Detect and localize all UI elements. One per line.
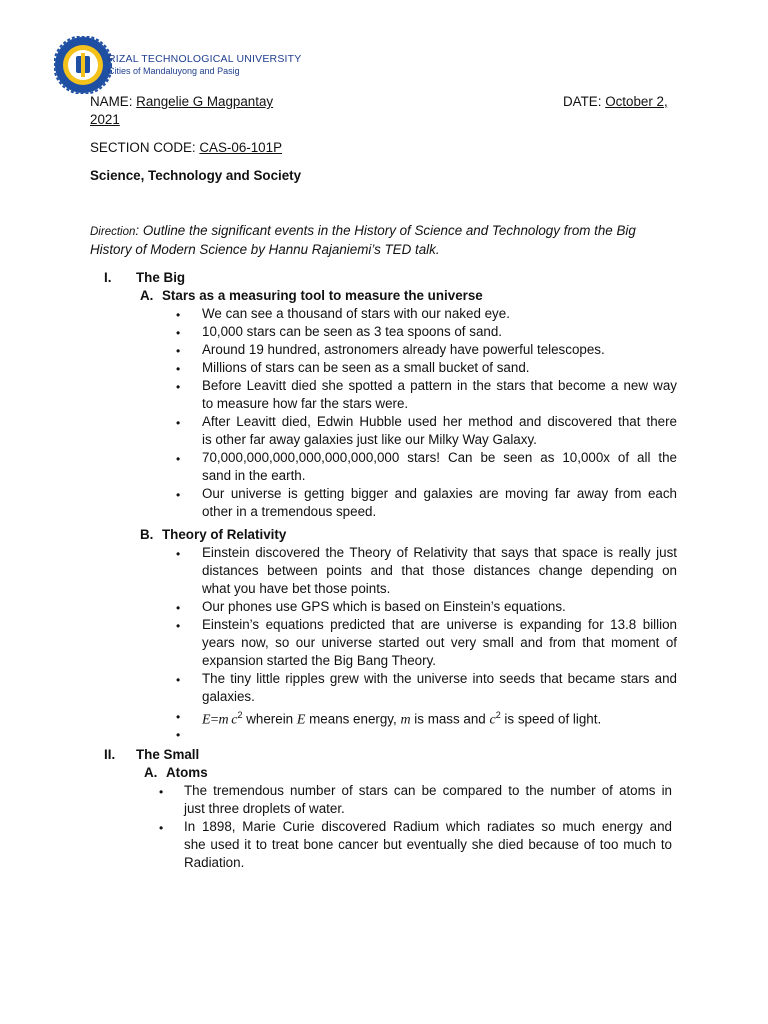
equation-text-3: is mass and [410,711,490,727]
equation-c-ref: c [489,712,496,728]
direction-line-1: : Outline the significant events in the History of Science and Technology from the Big [135,223,636,238]
list-item [202,305,677,323]
list-item-line: Millions of stars can be seen as a small bucket of sand. [202,360,530,375]
date-value: October 2, [605,94,668,109]
list-item-line: Radiation. [184,855,245,870]
subsection-letter: A. [140,288,154,303]
list-item-line: The tremendous number of stars can be compared to the number of atoms in [184,783,672,798]
list-item-line: other in a tremendous speed. [202,504,377,519]
section-code-value: CAS-06-101P [199,140,283,155]
list-item-line: We can see a thousand of stars with our naked eye. [202,306,510,321]
bullet-glyph: • [176,488,181,502]
bullet-glyph: • [176,344,181,358]
list-item [202,413,677,449]
equation-c: c [231,712,238,728]
bullet-glyph: • [176,619,181,633]
list-item-line: she used it to treat bone cancer but eventually she died because of too much to [184,837,672,852]
equation-exponent-ref: 2 [495,710,501,720]
list-item-line: After Leavitt died, Edwin Hubble used her method and discovered that there [202,414,677,429]
bullet-glyph: • [159,821,164,835]
equation-exponent: 2 [237,710,243,720]
list-item [202,616,677,670]
section-title: The Small [136,747,200,762]
list-item [202,670,677,706]
date-line [563,93,668,110]
list-item-line: Around 19 hundred, astronomers already have powerful telescopes. [202,342,605,357]
list-item [184,782,672,818]
bullet-glyph: • [176,362,181,376]
list-item-line: to measure how far the stars were. [202,396,409,411]
equation-e: E [202,712,211,728]
bullet-glyph: • [176,326,181,340]
list-item-line: Einstein’s equations predicted that are universe is expanding for 13.8 billion [202,617,677,632]
list-item [202,598,677,616]
bullet-glyph: • [176,452,181,466]
section-numeral: I. [104,270,112,285]
direction-line-2: History of Modern Science by Hannu Rajaniemi’s TED talk. [90,242,440,257]
equation-equals: = [210,712,219,728]
list-item [202,544,677,598]
section-code-line [90,139,282,156]
equation-m: m [218,712,229,728]
bullet-glyph: • [176,308,181,322]
subsection-title: Theory of Relativity [162,527,287,542]
list-item-line: distances between points and that those distances change depending on [202,563,677,578]
university-campuses: Cities of Mandaluyong and Pasig [108,66,240,76]
list-item-line: The tiny little ripples grew with the universe into seeds that became stars and [202,671,677,686]
subsection-title: Stars as a measuring tool to measure the universe [162,288,483,303]
equation-text-1: wherein [242,711,297,727]
subsection-letter: B. [140,527,154,542]
equation-m-ref: m [400,712,411,728]
equation-e-ref: E [296,712,306,728]
list-item-line: what you have bet those points. [202,581,391,596]
section-title: The Big [136,270,186,285]
list-item [202,359,677,377]
name-label: NAME: [90,94,133,109]
list-item-line: sand in the earth. [202,468,306,483]
list-item [202,377,677,413]
empty-bullet: • [176,728,181,742]
list-item [184,818,672,872]
direction-label: Direction [90,226,136,238]
equation-text-2: means energy, [305,711,401,727]
list-item-line: Einstein discovered the Theory of Relativity that says that space is really just [202,545,677,560]
list-item [202,341,677,359]
direction-text [90,222,690,259]
list-item-line: is other far away galaxies just like our Milky Way Galaxy. [202,432,537,447]
bullet-glyph: • [176,380,181,394]
section-numeral: II. [104,747,116,762]
list-item [202,485,677,521]
list-item-line: 70,000,000,000,000,000,000,000 stars! Can be seen as 10,000x of all the [202,450,677,465]
date-year: 2021 [90,112,120,127]
list-item-line: Our universe is getting bigger and galaxies are moving far away from each [202,486,677,501]
list-item-line: galaxies. [202,689,255,704]
list-item-line: expansion started the Big Bang Theory. [202,653,436,668]
list-item-line: 10,000 stars can be seen as 3 tea spoons of sand. [202,324,503,339]
course-title: Science, Technology and Society [90,168,302,183]
equation-text-4: is speed of light. [500,711,602,727]
bullet-glyph: • [159,785,164,799]
name-line [90,93,273,110]
subsection-title: Atoms [166,765,208,780]
list-item-line: In 1898, Marie Curie discovered Radium which radiates so much energy and [184,819,672,834]
university-seal-logo [54,36,112,94]
bullet-glyph: • [176,547,181,561]
list-item-line: years now, so our universe started out very small and from that moment of [202,635,677,650]
bullet-glyph: • [176,710,181,724]
bullet-glyph: • [176,673,181,687]
list-item [202,449,677,485]
list-item-line: Our phones use GPS which is based on Einstein’s equations. [202,599,566,614]
section-code-label: SECTION CODE: [90,140,196,155]
university-name: RIZAL TECHNOLOGICAL UNIVERSITY [108,53,302,65]
bullet-glyph: • [176,601,181,615]
list-item [202,323,677,341]
list-item-line: just three droplets of water. [184,801,345,816]
subsection-letter: A. [144,765,158,780]
list-item-line: Before Leavitt died she spotted a pattern in the stars that become a new way [202,378,677,393]
student-name: Rangelie G Magpantay [136,94,274,109]
date-label: DATE: [563,94,602,109]
equation-bullet [202,707,601,728]
bullet-glyph: • [176,416,181,430]
